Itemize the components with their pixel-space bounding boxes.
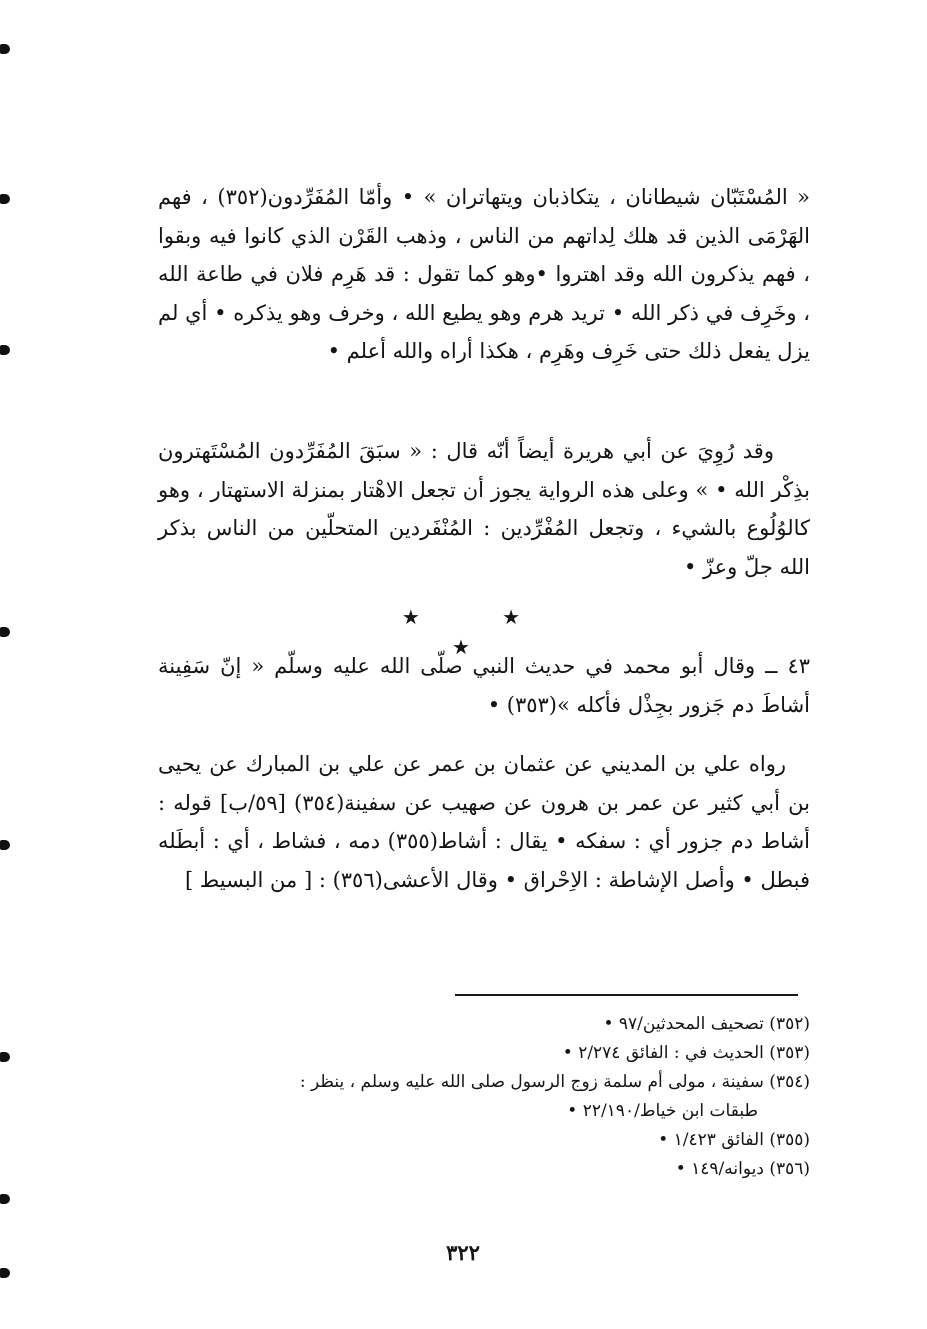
scan-edge-mark	[0, 194, 10, 204]
main-text-block	[158, 178, 810, 371]
scan-edge-mark	[0, 627, 10, 637]
paragraph-riwaya: رواه علي بن المديني عن عثمان بن عمر عن علي بن المبارك عن يحيى بن أبي كثير عن عمر بن هرون عن صهيب عن سفينة(٣٥٤) [٥٩/ب] قوله : أشاط دم جزور أي : سفكه • يقال : أشاط(٣٥٥) دمه ، فشاط ، أي : أبطَله فبطل • وأصل الإشاطة : الاِحْراق • وقال الأعشى(٣٥٦) : [ من البسيط ]	[158, 752, 811, 892]
scan-edge-mark	[0, 1052, 10, 1062]
scan-edge-mark	[0, 840, 10, 850]
footnote-352: (٣٥٢) تصحيف المحدثين/٩٧ •	[603, 1014, 810, 1034]
footnote-355: (٣٥٥) الفائق ١/٤٢٣ •	[658, 1130, 810, 1150]
scan-edge-mark	[0, 1268, 10, 1278]
main-text-block	[158, 745, 810, 899]
page-number: ٣٢٢	[446, 1240, 480, 1265]
main-text-block	[158, 647, 810, 724]
footnote-354-continuation: طبقات ابن خياط/٢٢/١٩٠ •	[567, 1101, 758, 1121]
scan-edge-mark	[0, 1194, 10, 1204]
paragraph-mufarridun: « المُسْتَبّان شيطانان ، يتكاذبان ويتهاتران » • وأمّا المُفَرِّدون(٣٥٢) ، فهم الهَرْمَى الذين قد هلك لِداتهم من الناس ، وذهب القَرْن الذي كانوا فيه وبقوا ، فهم يذكرون الله وقد اهتروا •وهو كما تقول : قد هَرِم فلان في طاعة الله ، وخَرِف في ذكر الله • تريد هرم وهو يطيع الله ، وخرف وهو يذكره • أي لم يزل يفعل ذلك حتى خَرِف وهَرِم ، هكذا أراه والله أعلم •	[158, 185, 811, 363]
scan-edge-mark	[0, 44, 10, 54]
main-text-block	[158, 432, 810, 586]
footnote-356: (٣٥٦) ديوانه/١٤٩ •	[675, 1159, 810, 1179]
paragraph-abu-hurayra: وقد رُوِيَ عن أبي هريرة أيضاً أنّه قال : « سبَقَ المُفَرِّدون المُسْتَهترون بذِكْر الله • » وعلى هذه الرواية يجوز أن تجعل الاهْتار بمنزلة الاستهتار ، وهو كالوُلُوع بالشيء ، وتجعل المُفْرِّدين : المُنْفَردين المتحلّين من الناس بذكر الله جلّ وعزّ •	[158, 439, 810, 579]
scan-edge-mark	[0, 345, 10, 355]
footnote-divider	[455, 994, 798, 996]
paragraph-hadith-43: ٤٣ ــ وقال أبو محمد في حديث النبي صلّى الله عليه وسلّم « إنّ سَفِينة أشاطَ دم جَزور بجِذْل فأكله »(٣٥٣) •	[158, 654, 810, 717]
footnote-353: (٣٥٣) الحديث في : الفائق ٢/٢٧٤ •	[562, 1043, 810, 1063]
footnotes	[158, 1010, 810, 1184]
section-separator-stars: ★ ★ ★	[401, 605, 559, 659]
footnote-354: (٣٥٤) سفينة ، مولى أم سلمة زوج الرسول صلى الله عليه وسلم ، ينظر :	[299, 1072, 810, 1092]
